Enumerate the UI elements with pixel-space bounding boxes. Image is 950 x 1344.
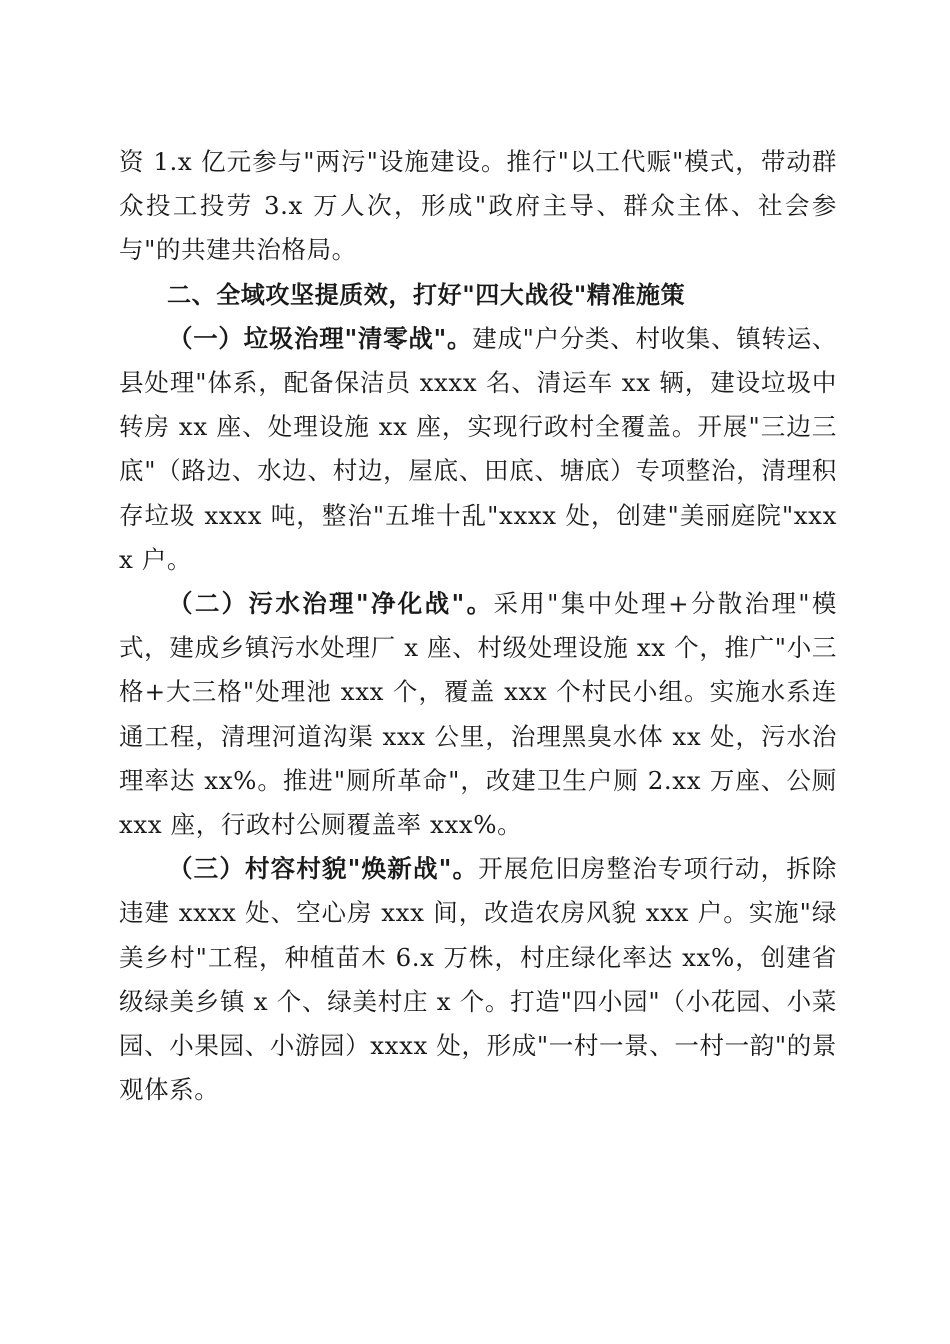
paragraph-sewage-governance bbox=[119, 582, 837, 847]
document-body bbox=[119, 140, 837, 1112]
subsection-title-village: （三）村容村貌"焕新战"。 bbox=[168, 854, 479, 884]
continuation-paragraph: 资 1.x 亿元参与"两污"设施建设。推行"以工代赈"模式，带动群众投工投劳 3.x 万人次，形成"政府主导、群众主体、社会参与"的共建共治格局。 bbox=[119, 147, 837, 265]
paragraph-garbage-governance bbox=[119, 317, 837, 582]
subsection-title-garbage: （一）垃圾治理"清零战"。 bbox=[168, 323, 473, 353]
section-heading: 二、全域攻坚提质效，打好"四大战役"精准施策 bbox=[167, 280, 686, 309]
subsection-body-garbage: 建成"户分类、村收集、镇转运、县处理"体系，配备保洁员 xxxx 名、清运车 xx 辆，建设垃圾中转房 xx 座、处理设施 xx 座，实现行政村全覆盖。开展"三边三底"（路边、水边、村边，屋底、田底、塘底）专项整治，清理积存垃圾 xxxx 吨，整治"五堆十乱"xxxx 处，创建"美丽庭院"xxxx 户。 bbox=[119, 323, 838, 574]
subsection-body-sewage: 采用"集中处理+分散治理"模式，建成乡镇污水处理厂 x 座、村级处理设施 xx 个，推广"小三格+大三格"处理池 xxx 个，覆盖 xxx 个村民小组。实施水系连通工程，清理河道沟渠 xxx 公里，治理黑臭水体 xx 处，污水治理率达 xx%。推进"厕所革命"，改建卫生户厕 2.xx 万座、公厕 xxx 座，行政村公厕覆盖率 xxx%。 bbox=[119, 589, 838, 840]
paragraph-village-appearance bbox=[119, 847, 837, 1112]
subsection-title-sewage: （二）污水治理"净化战"。 bbox=[168, 589, 494, 619]
subsection-body-village: 开展危旧房整治专项行动，拆除违建 xxxx 处、空心房 xxx 间，改造农房风貌 xxx 户。实施"绿美乡村"工程，种植苗木 6.x 万株，村庄绿化率达 xx%，创建省级绿美乡镇 x 个、绿美村庄 x 个。打造"四小园"（小花园、小菜园、小果园、小游园）xxxx 处，形成"一村一景、一村一韵"的景观体系。 bbox=[119, 854, 838, 1105]
